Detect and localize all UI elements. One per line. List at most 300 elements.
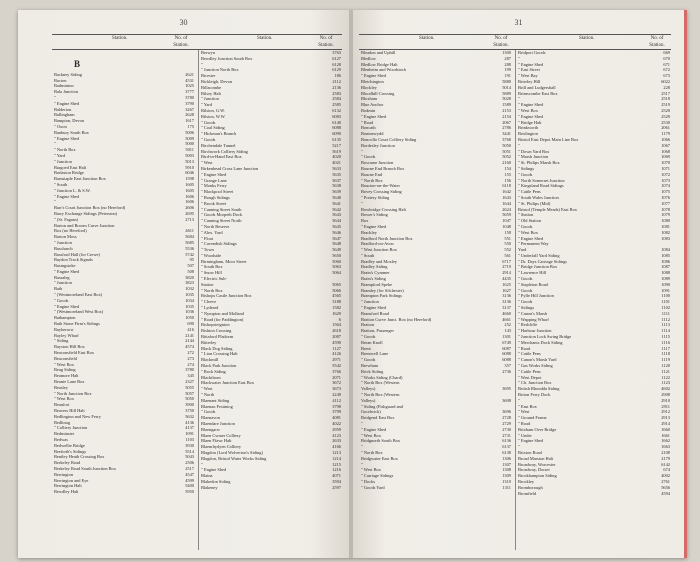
station-name: " Junction bbox=[201, 96, 219, 102]
station-number: 6083 bbox=[332, 113, 341, 119]
station-number: 175 bbox=[187, 123, 194, 129]
station-number: 5889 bbox=[502, 90, 511, 96]
station-number: 552 bbox=[504, 247, 511, 253]
station-name: Blaenavon bbox=[201, 415, 220, 421]
station-name: Birchwork Colliery Siding bbox=[201, 148, 248, 154]
station-name: Barton Moss bbox=[54, 234, 77, 240]
station-name: " Underfall Yard Siding bbox=[518, 252, 560, 258]
table-row bbox=[516, 491, 672, 497]
station-number: 1081 bbox=[661, 223, 670, 229]
station-name: Brixham Over Bridge bbox=[518, 426, 557, 432]
station-number: 1307 bbox=[502, 461, 511, 467]
station-number: 673 bbox=[663, 73, 670, 79]
station-number: 1606 bbox=[185, 193, 194, 199]
station-name: " Yard bbox=[201, 102, 213, 108]
station-number: 1025 bbox=[185, 83, 194, 89]
station-name: " bbox=[361, 148, 363, 154]
station-name: Birchendale Tunnel bbox=[201, 142, 236, 148]
station-name: Bedwellte Bridge bbox=[54, 442, 85, 448]
station-number: 5659 bbox=[502, 212, 511, 218]
station-name: Bridgend East Box bbox=[361, 415, 395, 421]
station-name: " Lion Crossing Halt bbox=[201, 351, 238, 357]
station-number: 1309 bbox=[502, 473, 511, 479]
station-name: " Old Station bbox=[518, 218, 542, 224]
station-name: Brick Siding bbox=[361, 368, 384, 374]
station-name: Brain's Cymmer bbox=[361, 270, 390, 276]
station-name: Yard bbox=[518, 247, 527, 253]
station-name: Bridgnorth South Box bbox=[361, 438, 401, 444]
station-number: 5051 bbox=[502, 148, 511, 154]
station-name: " Cleeve bbox=[201, 299, 217, 305]
station-name: " bbox=[518, 142, 520, 148]
station-number: 1118 bbox=[661, 351, 670, 357]
station-number: 6137 bbox=[502, 444, 511, 450]
station-name: Blaen Ffawr Halt bbox=[201, 438, 232, 444]
station-name: " Engine Shed bbox=[518, 438, 544, 444]
station-number: 3900 bbox=[185, 402, 194, 408]
station-column bbox=[52, 50, 196, 550]
station-number: 1300 bbox=[502, 50, 511, 55]
station-number: 1662 bbox=[661, 438, 670, 444]
station-number: 6 bbox=[338, 316, 341, 322]
station-name: " Engine Shed bbox=[518, 61, 544, 67]
station-number: 3763 bbox=[332, 50, 341, 55]
station-name: Bathampton bbox=[54, 315, 76, 321]
station-number: 1050 bbox=[185, 315, 194, 321]
station-name: " North Box bbox=[361, 449, 383, 455]
station-number: 1047 bbox=[502, 218, 511, 224]
station-name: Bassaleg bbox=[54, 274, 70, 280]
station-number: 2087 bbox=[332, 334, 341, 340]
station-number: 5536 bbox=[185, 245, 194, 251]
station-name: " St. Philips Marsh Box bbox=[518, 160, 560, 166]
table-row bbox=[52, 489, 196, 495]
station-name: Birkenhead Cross Lane Junction bbox=[201, 165, 259, 171]
station-name: " West Box bbox=[518, 229, 538, 235]
station-name: " Junction L. & S.W. bbox=[54, 187, 91, 193]
station-name: " Goods bbox=[518, 287, 533, 293]
station-name: " East Box bbox=[518, 403, 537, 409]
station-number: 2730 bbox=[502, 426, 511, 432]
station-name: Bower's Siding bbox=[361, 212, 388, 218]
station-name: " bbox=[54, 94, 56, 100]
station-number: 5640 bbox=[332, 194, 341, 200]
station-name: Bridgwater East Box bbox=[361, 455, 398, 461]
station-number: 1075 bbox=[661, 189, 670, 195]
station-name: Brampford Speke bbox=[361, 281, 393, 287]
station-name: Baschurch bbox=[54, 245, 73, 251]
station-name: " Junction bbox=[54, 158, 72, 164]
station-number: 4594 bbox=[661, 490, 670, 496]
station-name: Barton and Broom Curve Junction bbox=[54, 222, 115, 228]
station-name: Bewdley Junction South Box bbox=[201, 55, 253, 61]
station-number: 6129 bbox=[332, 67, 341, 73]
station-number: 154 bbox=[504, 165, 511, 171]
station-number: 2908 bbox=[661, 392, 670, 398]
station-number: 2913 bbox=[661, 415, 670, 421]
station-name: Berkeley Road bbox=[54, 460, 81, 466]
station-name: " North Box (Western bbox=[361, 392, 400, 398]
station-name: Bala Junction bbox=[54, 89, 79, 95]
station-number: 2249 bbox=[332, 392, 341, 398]
station-number: 3930 bbox=[185, 442, 194, 448]
station-name: Boncollo Court Colliery Siding bbox=[361, 136, 417, 142]
station-name: Bloxham bbox=[361, 96, 378, 102]
station-number: 2154 bbox=[502, 113, 511, 119]
station-name: Blaendare Junction bbox=[201, 421, 235, 426]
station-name: Bewdley Halt bbox=[54, 489, 79, 495]
station-number: 6127 bbox=[332, 55, 341, 61]
station-number: 1089 bbox=[661, 276, 670, 282]
station-name: " Siding (Fishguard and bbox=[361, 403, 403, 409]
station-number: 5000 bbox=[185, 141, 194, 147]
station-number: 191 bbox=[504, 73, 511, 79]
station-number: 4661 bbox=[502, 316, 511, 322]
station-number: 1605 bbox=[185, 187, 194, 193]
station-number: 1119 bbox=[661, 357, 670, 363]
station-name: " West Box bbox=[361, 467, 381, 473]
station-number: 2729 bbox=[502, 421, 511, 426]
station-name: Broad Marston Halt bbox=[518, 455, 554, 461]
station-name: " Down Yard Box bbox=[518, 148, 550, 154]
station-number: 2911 bbox=[661, 403, 670, 409]
station-number: 508 bbox=[187, 268, 194, 274]
station-name: " Sidings bbox=[518, 305, 535, 311]
station-name: " Yard bbox=[54, 152, 66, 158]
station-name: Box bbox=[361, 218, 369, 224]
station-name: " Engine Shed bbox=[518, 235, 544, 241]
station-number: 416 bbox=[187, 326, 194, 332]
station-name: Boncath bbox=[361, 125, 376, 131]
station-name: " Lawrence Hill bbox=[518, 270, 547, 276]
station-number: 1083 bbox=[661, 235, 670, 241]
station-name: Brislington bbox=[518, 131, 538, 137]
station-name: " Cavendish Sidings bbox=[201, 241, 237, 247]
station-number: 1085 bbox=[661, 252, 670, 258]
station-number: 2517 bbox=[661, 90, 670, 96]
station-number: 3267 bbox=[185, 106, 194, 112]
station-number: 95 bbox=[189, 257, 194, 263]
station-name: " Junction bbox=[54, 280, 72, 286]
station-column bbox=[198, 50, 343, 550]
station-number: 273 bbox=[187, 355, 194, 361]
station-number: 672 bbox=[663, 67, 670, 73]
station-number: 1080 bbox=[661, 218, 670, 224]
station-name: " North Junction Box bbox=[54, 390, 92, 396]
station-name: " (Westmoreland East Box) bbox=[54, 292, 103, 298]
station-number: 288 bbox=[504, 61, 511, 67]
station-name: Backney Siding bbox=[54, 71, 82, 77]
station-number: 5645 bbox=[332, 223, 341, 229]
station-number: 2713 bbox=[185, 216, 194, 222]
station-name: Brain's Siding bbox=[361, 276, 386, 282]
station-number: 1625 bbox=[502, 281, 511, 287]
station-name: Brill and Ludgershall bbox=[518, 84, 556, 90]
station-name: Bacton bbox=[54, 77, 67, 83]
station-number: 3766 bbox=[332, 368, 341, 374]
station-name: " South Wales Junction bbox=[518, 194, 559, 200]
station-name: " bbox=[361, 461, 363, 467]
station-name: Bloodhill Crossing bbox=[361, 90, 395, 96]
station-number: 1122 bbox=[661, 374, 670, 380]
station-name: Beanie Lane Box bbox=[54, 379, 85, 385]
station-name: " Engine Shed bbox=[361, 73, 387, 79]
station-name: Bath Stone Firm's Sidings bbox=[54, 321, 100, 327]
header-station: Station. bbox=[257, 36, 273, 41]
station-number: 1067 bbox=[661, 142, 670, 148]
station-name: Bratton bbox=[361, 322, 375, 328]
station-name: " Engine Shed bbox=[54, 268, 80, 274]
station-number: 1048 bbox=[502, 223, 511, 229]
station-name: Bittaford Platform bbox=[201, 334, 234, 340]
station-name: Goodwick) bbox=[361, 409, 381, 415]
station-number: 3441 bbox=[502, 131, 511, 137]
station-number: 4611 bbox=[185, 228, 194, 234]
station-number: 5648 bbox=[332, 241, 341, 247]
station-number: 3798 bbox=[332, 403, 341, 409]
station-name: Station bbox=[201, 281, 214, 287]
station-name: Bilsey Halt bbox=[201, 90, 221, 96]
station-number: 2179 bbox=[661, 455, 670, 461]
station-number: 5647 bbox=[332, 235, 341, 241]
station-name: Bird-in-Hand East Box bbox=[201, 154, 242, 160]
station-name: Briton Ferry Dock bbox=[518, 392, 551, 398]
station-name: " Canon's Marsh Yard bbox=[518, 357, 557, 363]
station-number: 5514 bbox=[185, 448, 194, 454]
station-name: Valleys) bbox=[361, 397, 376, 403]
station-number: 5684 bbox=[185, 234, 194, 240]
station-number: 5009 bbox=[185, 135, 194, 141]
station-number: 199 bbox=[504, 67, 511, 73]
station-number: 5014 bbox=[502, 84, 511, 90]
station-name: Banbury South Box bbox=[54, 129, 89, 135]
station-number: 6142 bbox=[661, 461, 670, 467]
station-number: 5028 bbox=[502, 96, 511, 102]
header-number: No. of Station. bbox=[493, 36, 509, 48]
station-number: 4565 bbox=[332, 293, 341, 299]
station-number: 550 bbox=[504, 241, 511, 247]
station-number: 1079 bbox=[661, 212, 670, 218]
station-name: Bedlington and New Ferry bbox=[54, 413, 101, 419]
station-number: 4531 bbox=[185, 77, 194, 83]
station-number: 1070 bbox=[661, 160, 670, 166]
station-number: 1661 bbox=[661, 432, 670, 438]
station-number: 3820 bbox=[185, 274, 194, 280]
station-name: Bentley Heath Crossing Box bbox=[54, 454, 105, 460]
station-number: 357 bbox=[504, 363, 511, 369]
station-name: " Electric Sub- bbox=[201, 276, 227, 282]
station-column bbox=[515, 50, 672, 550]
station-name: " Bridge Junction Box bbox=[518, 264, 558, 270]
station-name: Bedminster bbox=[54, 431, 75, 437]
station-number: 2761 bbox=[661, 478, 670, 484]
station-name: Bourne End Branch Box bbox=[361, 165, 405, 171]
station-name: Beasley bbox=[54, 384, 68, 390]
station-number: 5006 bbox=[185, 129, 194, 135]
station-name: " bbox=[518, 96, 520, 102]
station-name: Bilston, W.W. bbox=[201, 113, 226, 119]
station-number: 2112 bbox=[332, 78, 341, 84]
station-number: 1308 bbox=[502, 467, 511, 473]
station-number: 1643 bbox=[502, 194, 511, 200]
station-name: " South bbox=[54, 181, 68, 187]
station-name: Blaenrhydyen Colliery bbox=[201, 444, 242, 450]
station-number: 5880 bbox=[502, 78, 511, 84]
station-number: 1564 bbox=[332, 322, 341, 328]
station-name: Brean Knoll bbox=[361, 339, 383, 345]
station-number: 4599 bbox=[185, 477, 194, 483]
station-name: Bransford Road bbox=[361, 310, 389, 316]
station-name: " Goods bbox=[201, 119, 216, 125]
station-name: " Merchants Dock Siding bbox=[518, 339, 563, 345]
station-name: Bordesley Junction bbox=[361, 142, 395, 148]
station-name: " bbox=[518, 444, 520, 450]
station-number: 2153 bbox=[502, 107, 511, 113]
page-number: 31 bbox=[514, 18, 523, 27]
station-number: 1627 bbox=[502, 287, 511, 293]
station-number: 5646 bbox=[332, 229, 341, 235]
station-name: " North Box bbox=[54, 147, 76, 153]
station-name: Berkeley Road South Junction Box bbox=[54, 465, 116, 471]
station-number: 1091 bbox=[185, 431, 194, 437]
station-number: 3188 bbox=[332, 299, 341, 305]
station-name: Bradley and Moxley bbox=[361, 258, 398, 264]
station-number: 1084 bbox=[661, 247, 670, 253]
station-number: 3137 bbox=[502, 305, 511, 311]
table-row bbox=[199, 485, 343, 491]
station-number: 5064 bbox=[332, 270, 341, 276]
station-name: " Under bbox=[518, 432, 532, 438]
station-number: 5011 bbox=[185, 147, 194, 153]
station-name: " Engine Shed bbox=[361, 113, 387, 119]
station-name: " Dr. Days Carriage Sidings bbox=[518, 258, 567, 264]
station-name: Brentwell Lane bbox=[361, 351, 389, 357]
station-name: " Canon's Marsh bbox=[518, 310, 548, 316]
station-number: 3790 bbox=[185, 100, 194, 106]
station-name: " South bbox=[361, 252, 375, 258]
station-name: " West bbox=[201, 386, 213, 392]
station-name: Barry Exchange Sidings (Peterston) bbox=[54, 210, 118, 216]
station-name: Bodmin bbox=[361, 107, 376, 113]
station-number: 5633 bbox=[332, 165, 341, 171]
header-number: No. of Station. bbox=[318, 36, 334, 48]
station-name: " Ground Frame bbox=[518, 415, 547, 421]
station-name: B bbox=[74, 58, 81, 69]
station-name: " Colliery Junction bbox=[54, 425, 88, 431]
station-number: 2731 bbox=[502, 432, 511, 438]
station-name: " West Junction Box bbox=[361, 247, 397, 253]
station-number: 2067 bbox=[502, 119, 511, 125]
station-number: 5066 bbox=[332, 287, 341, 293]
station-name: " Gas Works Siding bbox=[518, 363, 553, 369]
header-station: Station. bbox=[112, 36, 128, 41]
station-number: 561 bbox=[504, 252, 511, 258]
station-number: 2327 bbox=[185, 379, 194, 385]
station-name: Bampton, Devon bbox=[54, 118, 84, 124]
station-name: " Rock Siding bbox=[201, 368, 226, 374]
station-number: 5742 bbox=[185, 251, 194, 257]
station-name: Berwyn bbox=[201, 50, 215, 55]
station-name: " Float bbox=[201, 235, 213, 241]
station-name: Bayley Wharf bbox=[54, 332, 79, 338]
station-name: Balderton bbox=[54, 106, 72, 112]
station-name: Brackley bbox=[361, 229, 377, 235]
station-number: 674 bbox=[663, 467, 670, 473]
table-header bbox=[52, 34, 342, 50]
station-name: Black Park Junction bbox=[201, 363, 237, 369]
station-name: " Town bbox=[201, 247, 214, 253]
station-number: 2584 bbox=[332, 96, 341, 102]
station-number: 2506 bbox=[185, 460, 194, 466]
station-name: Bontnewydd bbox=[361, 131, 384, 137]
station-name: " Ch. Junction Box bbox=[518, 380, 552, 386]
station-number: 287 bbox=[504, 55, 511, 61]
station-name: Birmingham, Moor Street bbox=[201, 258, 247, 264]
station-number: 3696 bbox=[502, 409, 511, 415]
station-name: " Engine Shed bbox=[361, 426, 387, 432]
station-number: 3823 bbox=[185, 280, 194, 286]
station-number: 4137 bbox=[185, 425, 194, 431]
station-name: " Goods bbox=[361, 334, 376, 340]
station-name: Blakedon Siding bbox=[201, 478, 231, 484]
station-number: 2633 bbox=[332, 438, 341, 444]
station-name: " bbox=[361, 200, 363, 206]
station-name: Bedlinog bbox=[54, 419, 71, 425]
station-name: " Junction North Box bbox=[201, 67, 239, 73]
station-name: Bayston Hill Box bbox=[54, 344, 85, 350]
station-number: 1114 bbox=[661, 328, 670, 334]
station-number: 5050 bbox=[185, 396, 194, 402]
station-name: " Siding bbox=[54, 338, 69, 344]
station-number: 5217 bbox=[332, 142, 341, 148]
station-number: 1035 bbox=[185, 292, 194, 298]
station-number: 4547 bbox=[185, 471, 194, 477]
station-number: 1069 bbox=[661, 154, 670, 160]
station-number: 1216 bbox=[332, 467, 341, 473]
station-number: 4660 bbox=[502, 310, 511, 316]
station-name: Berrington bbox=[54, 471, 74, 477]
station-number: 6136 bbox=[502, 438, 511, 444]
station-number: 1127 bbox=[332, 345, 341, 351]
station-number: 4112 bbox=[332, 397, 341, 403]
station-name: " (Westmoreland West Box) bbox=[54, 309, 104, 315]
station-number: 1606 bbox=[185, 199, 194, 205]
station-number: 6132 bbox=[332, 107, 341, 113]
station-name: Bitterley bbox=[201, 339, 217, 345]
station-number: 1589 bbox=[502, 102, 511, 108]
station-name: " North Box bbox=[361, 177, 383, 183]
station-name: " Road bbox=[361, 119, 374, 125]
station-number: 228 bbox=[663, 84, 670, 90]
station-name: Bromborough bbox=[518, 484, 543, 490]
station-name: Bishopsteignton bbox=[201, 322, 230, 328]
station-number: 1644 bbox=[502, 200, 511, 206]
station-name: Beaufort bbox=[54, 402, 70, 408]
station-name: " bbox=[361, 444, 363, 450]
station-number: 1582 bbox=[332, 305, 341, 311]
station-name: " Works Siding (Chard) bbox=[361, 374, 403, 380]
station-name: " North Somerset Junction bbox=[518, 177, 565, 183]
station-name: " Pylle Hill Junction bbox=[518, 293, 554, 299]
station-number: 158 bbox=[504, 229, 511, 235]
station-name: " bbox=[201, 461, 203, 467]
station-number: 669 bbox=[663, 50, 670, 55]
station-name: " South Box bbox=[201, 264, 223, 270]
station-name: " West Box bbox=[361, 432, 381, 438]
station-name: Blaina bbox=[201, 473, 213, 479]
station-name: Billacombe bbox=[201, 84, 222, 90]
station-number: 1077 bbox=[661, 200, 670, 206]
